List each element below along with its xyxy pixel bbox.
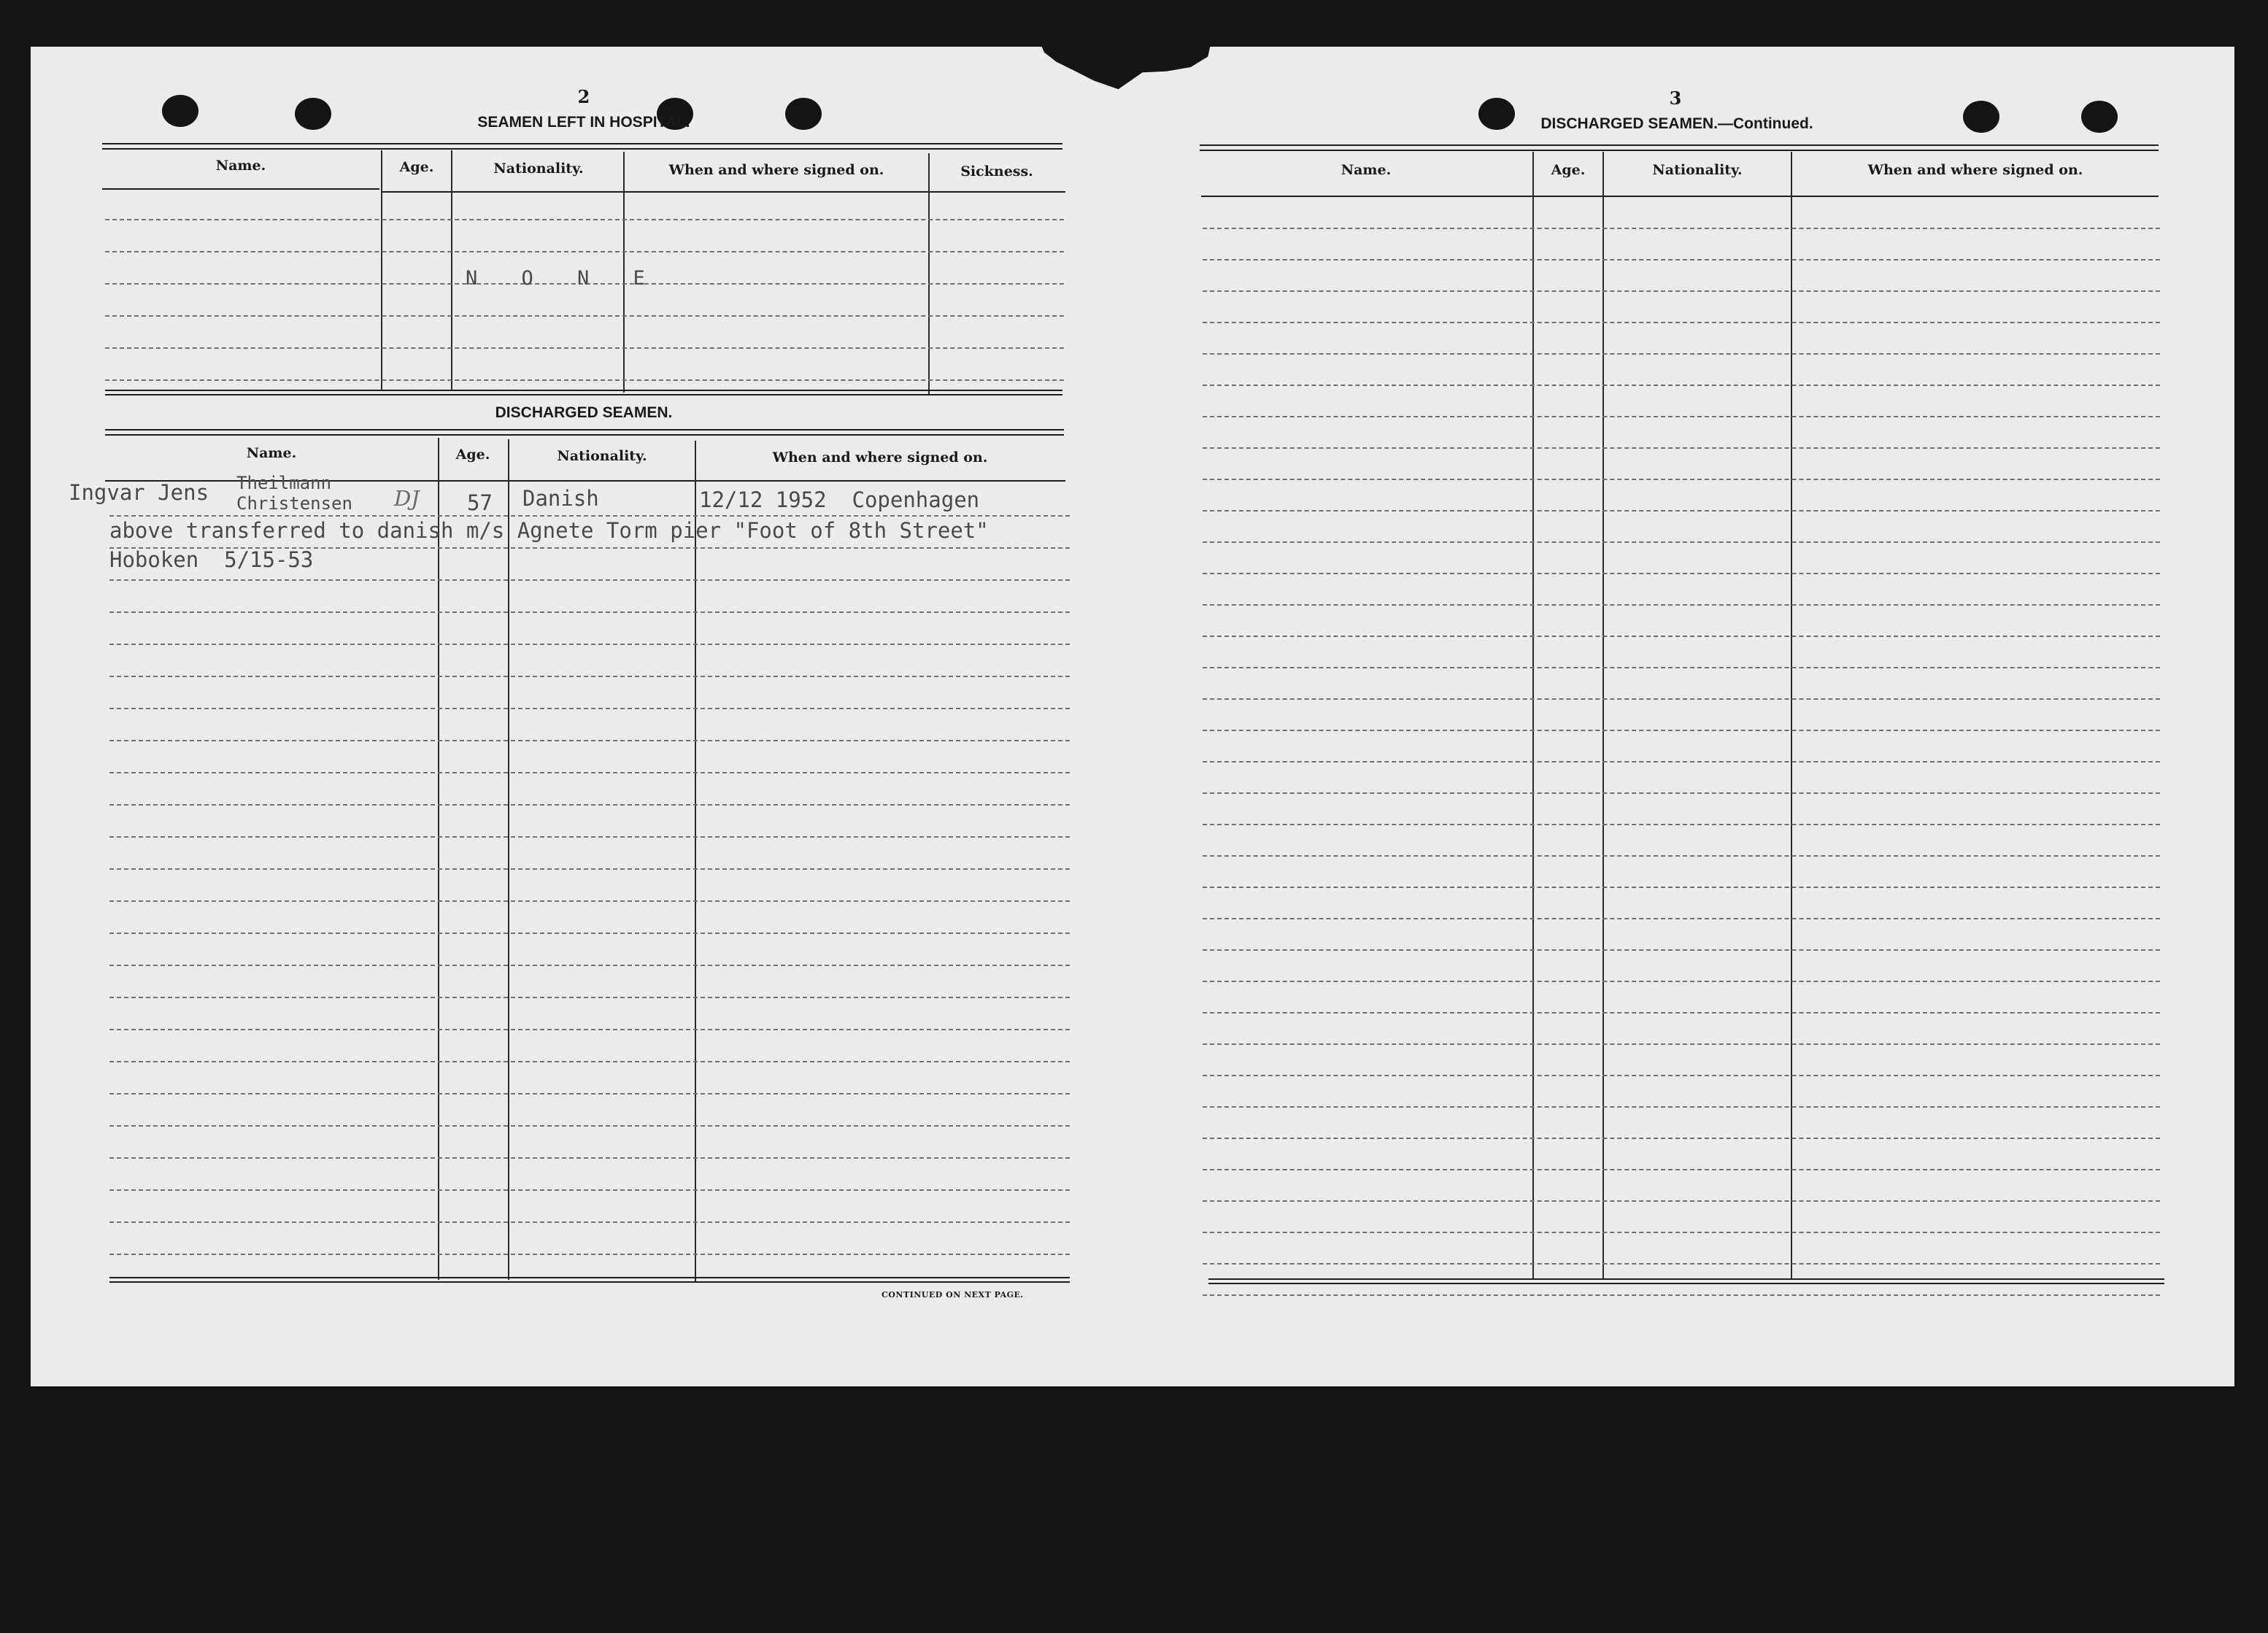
col-header-sickness: Sickness. [960,163,1033,179]
col-header-nationality: Nationality. [1652,162,1743,178]
discharged-continued-title: DISCHARGED SEAMEN.—Continued. [1540,115,1813,132]
punch-hole [1963,101,1999,133]
table-top-rule [102,143,1062,150]
col-header-age: Age. [399,159,434,175]
transfer-note: above transferred to danish m/s Agnete Torm pier "Foot of 8th Street" [109,518,989,543]
continued-note: CONTINUED ON NEXT PAGE. [882,1290,1024,1300]
punch-hole [162,95,198,127]
continued-rows [1203,228,2160,1296]
punch-hole [2081,101,2118,133]
col-header-nationality: Nationality. [557,448,647,464]
punch-hole [295,98,331,130]
handwritten-mark: DJ [394,486,420,511]
seaman-signed-on: 12/12 1952 Copenhagen [699,487,980,512]
seaman-surname-top: Theilmann [236,473,332,493]
header-rule [382,191,1065,193]
seaman-given-names: Ingvar Jens [69,480,209,505]
col-header-signed-on: When and where signed on. [772,449,988,466]
seaman-nationality: Danish [522,486,599,511]
seaman-age: 57 [467,490,493,515]
table-top-rule [1200,144,2159,151]
col-header-signed-on: When and where signed on. [1867,162,2083,178]
discharged-bottom-rule [109,1277,1070,1283]
col-header-signed-on: When and where signed on. [668,162,884,178]
header-rule [102,188,379,190]
header-rule [1201,196,2159,197]
page-number-right: 3 [1669,88,1682,109]
col-header-age: Age. [455,447,490,463]
col-header-age: Age. [1551,162,1586,178]
hospital-bottom-rule [105,390,1062,395]
transfer-location: Hoboken 5/15-53 [109,547,314,572]
hospital-section-title: SEAMEN LEFT IN HOSPITAL. [477,114,690,131]
continued-bottom-rule [1208,1278,2164,1284]
col-header-nationality: Nationality. [493,161,584,177]
page-number-left: 2 [577,86,590,107]
col-header-name: Name. [246,445,297,461]
col-header-name: Name. [215,158,266,174]
discharged-top-rule [105,429,1064,436]
punch-hole [785,98,822,130]
hospital-rows [105,219,1064,381]
hospital-none-entry: N O N E [466,267,661,290]
seaman-surname-bottom: Christensen [236,493,352,514]
discharged-rows [109,515,1070,1255]
col-header-name: Name. [1341,162,1392,178]
discharged-section-title: DISCHARGED SEAMEN. [495,404,673,421]
